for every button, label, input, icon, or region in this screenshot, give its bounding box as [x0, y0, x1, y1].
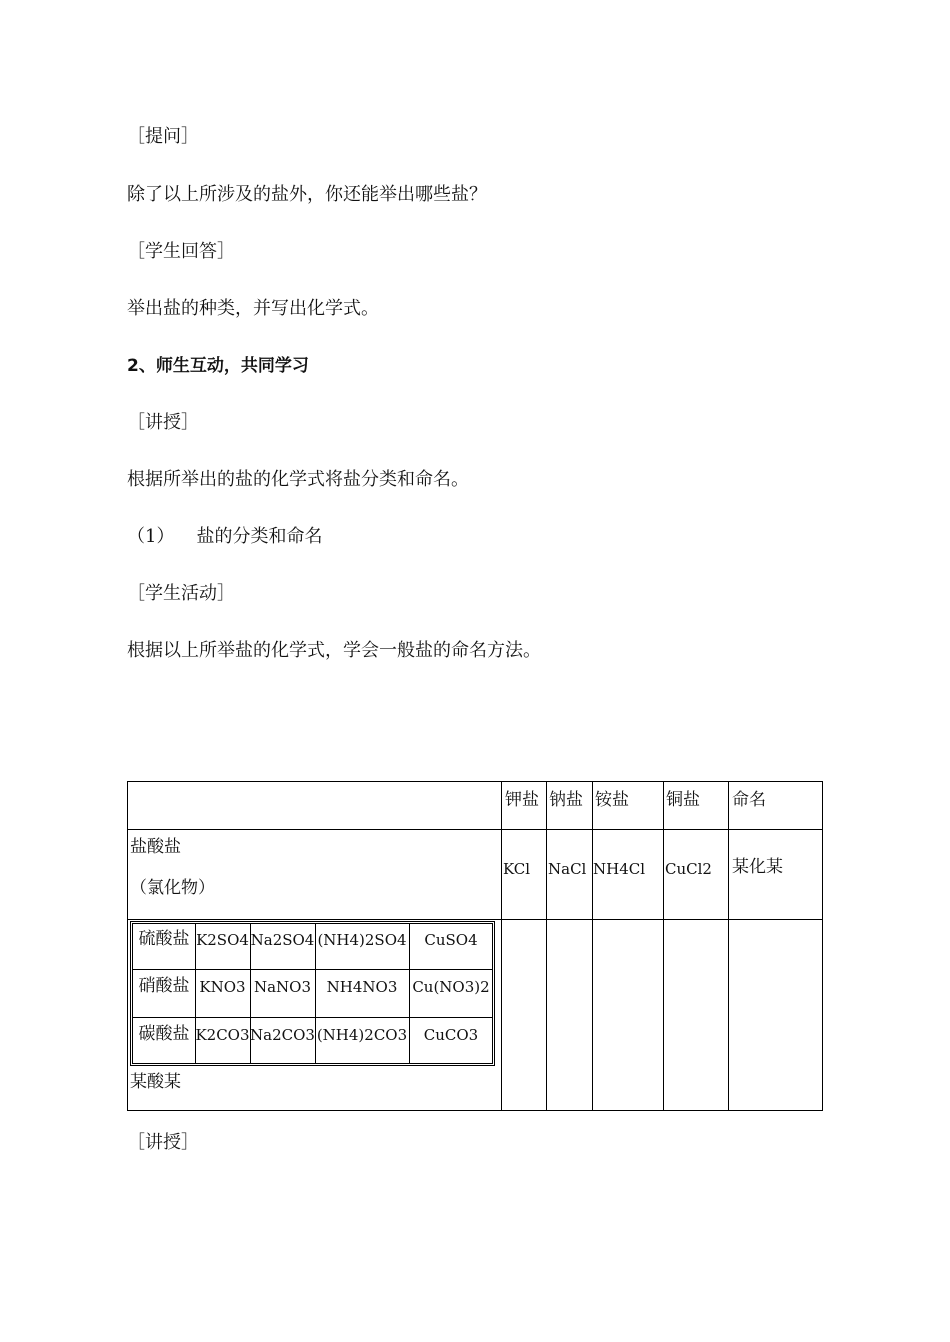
cell-kno3: KNO3 [199, 978, 246, 996]
activity-tag: ［学生活动］ [127, 583, 235, 604]
cell-cuso4: CuSO4 [424, 931, 478, 949]
row-label-sulfate: 硫酸盐 [138, 929, 190, 949]
row-label-nitrate: 硝酸盐 [138, 976, 190, 996]
cell-cuco3: CuCO3 [423, 1026, 479, 1044]
cell-nh4no3: NH4NO3 [326, 978, 398, 996]
table-divider [501, 782, 502, 1110]
cell-naming-rule: 某化某 [732, 857, 783, 877]
subtable-divider [133, 969, 492, 970]
cell-nh42so4: (NH4)2SO4 [317, 931, 407, 949]
cell-cucl2: CuCl2 [665, 860, 712, 878]
table-divider [128, 919, 822, 920]
cell-k2so4: K2SO4 [196, 931, 249, 949]
cell-nacl: NaCl [548, 860, 587, 878]
header-naming: 命名 [732, 790, 766, 810]
answer-text: 举出盐的种类，并写出化学式。 [127, 298, 379, 319]
cell-k2co3: K2CO3 [195, 1026, 250, 1044]
cell-nh4cl: NH4Cl [593, 860, 646, 878]
list-item [127, 525, 322, 549]
table-divider [546, 782, 547, 1110]
activity-text: 根据以上所举盐的化学式，学会一般盐的命名方法。 [127, 640, 541, 661]
subtable-divider [133, 1017, 492, 1018]
question-text: 除了以上所涉及的盐外，你还能举出哪些盐？ [127, 184, 487, 205]
row-label-carbonate: 碳酸盐 [138, 1024, 190, 1044]
row-label-chloride-sub: （氯化物） [130, 878, 215, 898]
cell-nano3: NaNO3 [253, 978, 312, 996]
cell-na2so4: Na2SO4 [250, 931, 315, 949]
cell-na2co3: Na2CO3 [250, 1026, 315, 1044]
row-label-chloride: 盐酸盐 [130, 837, 181, 857]
header-ammonium: 铵盐 [595, 790, 629, 810]
cell-kcl: KCl [503, 860, 531, 878]
lecture-tag: ［讲授］ [127, 412, 199, 433]
list-item-number: （1） [127, 526, 175, 547]
table-divider [128, 829, 822, 830]
header-sodium: 钠盐 [549, 790, 583, 810]
cell-cuno32: Cu(NO3)2 [412, 978, 490, 996]
question-tag: ［提问］ [127, 126, 199, 147]
table-divider [728, 782, 729, 1110]
header-potassium: 钾盐 [505, 790, 539, 810]
table-divider [592, 782, 593, 1110]
answer-tag: ［学生回答］ [127, 241, 235, 262]
cell-nh42co3: (NH4)2CO3 [316, 1026, 408, 1044]
table-divider [663, 782, 664, 1110]
section-heading: 2、师生互动，共同学习 [127, 356, 309, 376]
lecture-text: 根据所举出的盐的化学式将盐分类和命名。 [127, 469, 469, 490]
list-item-text: 盐的分类和命名 [196, 526, 323, 547]
row-label-oxysalt-rule: 某酸某 [130, 1072, 181, 1092]
lecture-tag-2: ［讲授］ [127, 1132, 199, 1153]
header-copper: 铜盐 [666, 790, 700, 810]
